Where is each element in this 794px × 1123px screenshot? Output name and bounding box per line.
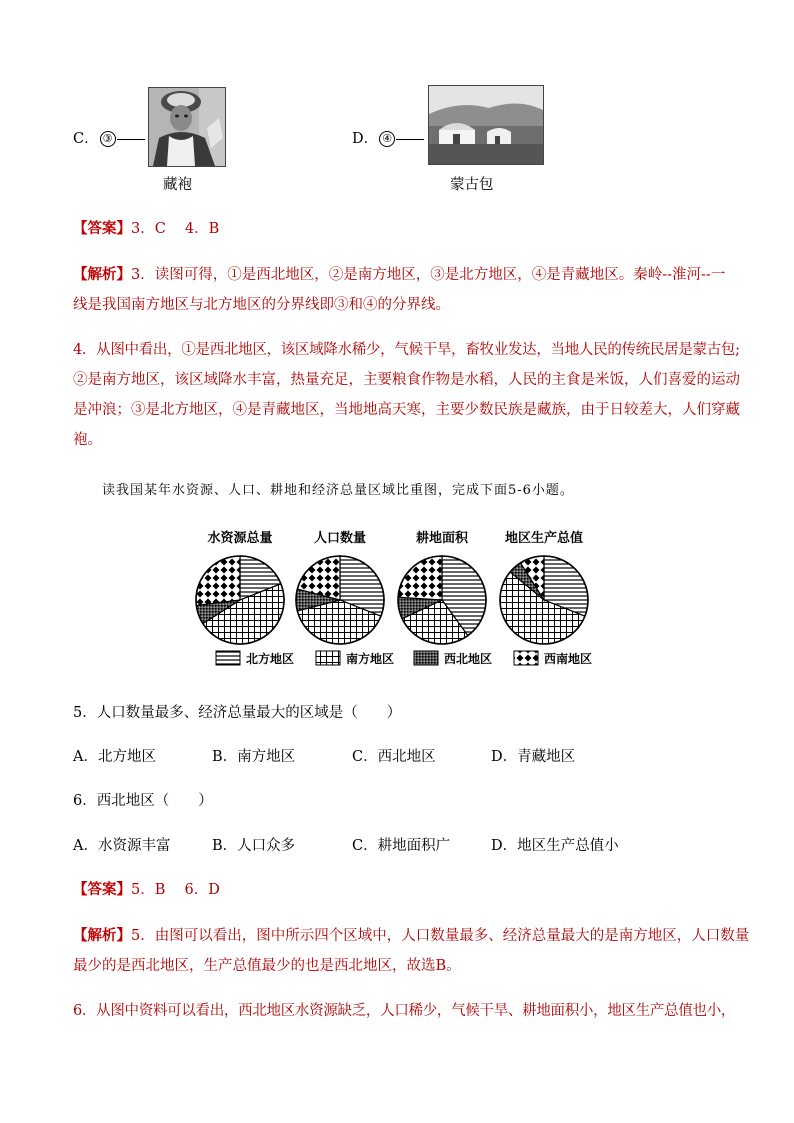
yurt-caption: 蒙古包	[450, 177, 494, 193]
tibetan-robe-photo	[148, 87, 226, 167]
answer-tag: 【答案】	[73, 220, 131, 237]
analysis-4-line-4: 袍。	[73, 432, 102, 448]
analysis-4-line-3: 是冲浪；③是北方地区，④是青藏地区，当地地高天寒，主要少数民族是藏族，由于日较差大，人们穿藏	[73, 402, 740, 418]
pie-charts-figure	[188, 518, 608, 678]
analysis-3-line-1	[73, 264, 725, 286]
analysis-6-line-1: 6．从图中资料可以看出，西北地区水资源缺乏，人口稀少，气候干旱、耕地面积小，地区生产总值也小，	[73, 1003, 736, 1019]
option-c-leader-line	[117, 139, 145, 140]
tibetan-robe-caption: 藏袍	[163, 177, 192, 193]
legend-swatch-northwest	[414, 651, 438, 665]
answer-3-4	[73, 218, 219, 240]
pie-title-1: 水资源总量	[207, 531, 273, 546]
option-c	[73, 128, 145, 150]
question-6-stem: 6．西北地区（ ）	[73, 793, 213, 809]
question-5-option-a[interactable]: A．北方地区	[73, 749, 156, 765]
legend-swatch-south	[316, 651, 340, 665]
option-c-label: C．	[73, 131, 99, 147]
option-d	[352, 128, 424, 150]
legend-label-north: 北方地区	[246, 652, 295, 666]
question-5-option-c[interactable]: C．西北地区	[352, 749, 436, 765]
pie-1-slice-southwest	[196, 556, 240, 606]
legend-swatch-north	[216, 651, 240, 665]
legend-swatch-southwest	[514, 651, 538, 665]
analysis-tag-2: 【解析】	[73, 927, 131, 944]
analysis-3-text-1: 3．读图可得，①是西北地区，②是南方地区，③是北方地区，④是青藏地区。秦岭--淮河--一	[131, 267, 726, 283]
pie-title-3: 耕地面积	[415, 531, 469, 546]
yurt-photo	[428, 85, 544, 165]
analysis-5-line-2: 最少的是西北地区，生产总值最少的也是西北地区，故选B。	[73, 958, 461, 974]
answer-text: 3．C 4．B	[131, 221, 220, 237]
option-d-leader-line	[396, 139, 424, 140]
legend-label-south: 南方地区	[346, 652, 395, 666]
analysis-4-line-2: ②是南方地区，该区域降水丰富，热量充足，主要粮食作物是水稻，人民的主食是米饭，人们喜爱的运动	[73, 372, 740, 388]
question-6-option-d[interactable]: D．地区生产总值小	[491, 838, 619, 854]
analysis-tag: 【解析】	[73, 266, 131, 283]
question-6-option-a[interactable]: A．水资源丰富	[73, 838, 171, 854]
pie-title-4: 地区生产总值	[504, 531, 584, 546]
analysis-3-line-2: 线是我国南方地区与北方地区的分界线即③和④的分界线。	[73, 297, 450, 313]
legend-label-northwest: 西北地区	[444, 652, 493, 666]
question-intro: 读我国某年水资源、人口、耕地和经济总量区域比重图，完成下面5-6小题。	[102, 483, 574, 498]
answer-tag-2: 【答案】	[73, 881, 131, 898]
question-5-stem: 5．人口数量最多、经济总量最大的区域是（ ）	[73, 705, 402, 721]
option-d-label: D．	[352, 131, 379, 147]
pie-charts-svg	[188, 518, 608, 678]
analysis-4-line-1: 4．从图中看出，①是西北地区，该区域降水稀少，气候干旱，畜牧业发达，当地人民的传统民居是蒙古包;	[73, 342, 740, 358]
pie-title-2: 人口数量	[313, 531, 367, 546]
option-d-number: ④	[379, 131, 395, 147]
analysis-5-line-1	[73, 925, 749, 947]
option-c-number: ③	[100, 131, 116, 147]
legend-label-southwest: 西南地区	[544, 652, 593, 666]
question-5-option-b[interactable]: B．南方地区	[212, 749, 296, 765]
answer-5-6	[73, 879, 220, 901]
answer-text-2: 5．B 6．D	[131, 882, 220, 898]
analysis-5-text-1: 5．由图可以看出，图中所示四个区域中，人口数量最多、经济总量最大的是南方地区，人口数量	[131, 928, 750, 944]
question-5-option-d[interactable]: D．青藏地区	[491, 749, 576, 765]
question-6-option-b[interactable]: B．人口众多	[212, 838, 296, 854]
question-6-option-c[interactable]: C．耕地面积广	[352, 838, 451, 854]
